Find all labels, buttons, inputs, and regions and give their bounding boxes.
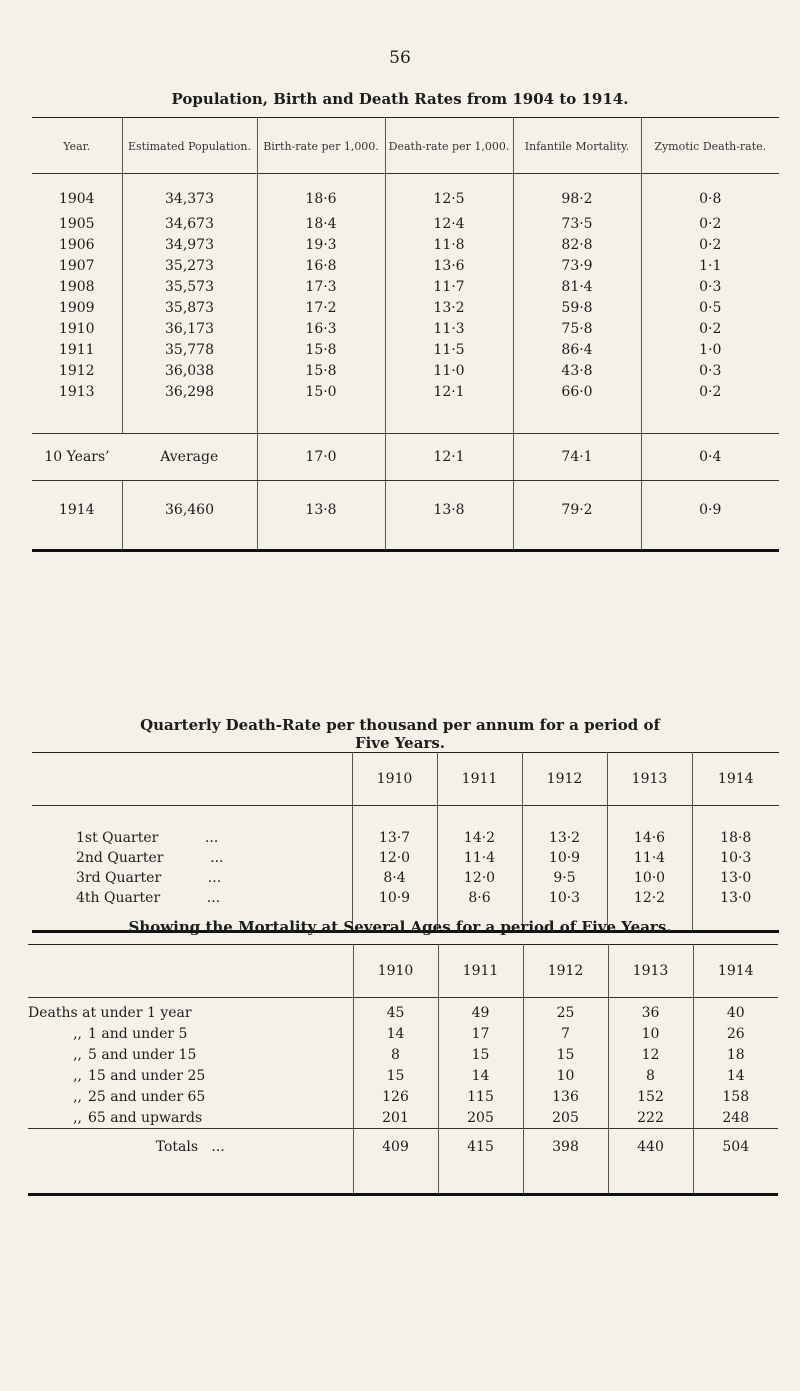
cell: 12·0 bbox=[352, 848, 437, 868]
cell: 13·2 bbox=[385, 297, 513, 318]
cell: 18·4 bbox=[257, 213, 385, 234]
mortality-ages-table bbox=[28, 944, 778, 1196]
cell: 440 bbox=[608, 1129, 693, 1195]
cell: 1905 bbox=[58, 215, 95, 232]
cell: 1913 bbox=[58, 383, 95, 400]
cell: 35,778 bbox=[122, 339, 257, 360]
cell: 11·4 bbox=[437, 848, 522, 868]
cell: 73·9 bbox=[513, 255, 641, 276]
year-header: 1910 bbox=[352, 753, 437, 806]
year-header: 1913 bbox=[607, 753, 692, 806]
cell: 36 bbox=[608, 998, 693, 1024]
cell: 8 bbox=[608, 1065, 693, 1086]
quarter-label: 2nd Quarter ... bbox=[76, 850, 224, 866]
cell: 12·5 bbox=[385, 174, 513, 214]
cell: 13·0 bbox=[692, 888, 779, 932]
average-birth: 17·0 bbox=[257, 434, 385, 481]
cell: 8·4 bbox=[352, 868, 437, 888]
cell: 10 bbox=[608, 1023, 693, 1044]
table2-caption-line2: Five Years. bbox=[354, 734, 446, 752]
cell: 16·3 bbox=[257, 318, 385, 339]
cell: 13·2 bbox=[522, 806, 607, 849]
cell: 1909 bbox=[58, 299, 95, 316]
cell: 11·7 bbox=[385, 276, 513, 297]
population-rates-table bbox=[32, 117, 779, 552]
cell: 10·0 bbox=[607, 868, 692, 888]
cell: 13·6 bbox=[385, 255, 513, 276]
year-header: 1913 bbox=[608, 945, 693, 998]
cell: 19·3 bbox=[257, 234, 385, 255]
cell: 205 bbox=[438, 1107, 523, 1129]
cell: 222 bbox=[608, 1107, 693, 1129]
age-label: ,, 5 and under 15 bbox=[73, 1046, 197, 1063]
table2-header-row bbox=[32, 753, 779, 806]
cell: 11·3 bbox=[385, 318, 513, 339]
cell: 11·0 bbox=[385, 360, 513, 381]
cell: 398 bbox=[523, 1129, 608, 1195]
cell: 12·4 bbox=[385, 213, 513, 234]
cell: 0·8 bbox=[641, 174, 779, 214]
year-header: 1911 bbox=[438, 945, 523, 998]
cell: 15·8 bbox=[257, 360, 385, 381]
cell: 15 bbox=[438, 1044, 523, 1065]
cell: 1904 bbox=[58, 190, 95, 207]
table2-caption bbox=[0, 716, 800, 752]
cell: 17·2 bbox=[257, 297, 385, 318]
cell: 18·6 bbox=[257, 174, 385, 214]
cell: 0·2 bbox=[641, 234, 779, 255]
cell: 14 bbox=[438, 1065, 523, 1086]
cell: 13·8 bbox=[257, 481, 385, 551]
cell: 10 bbox=[523, 1065, 608, 1086]
blank-header bbox=[28, 945, 353, 998]
cell: 1·1 bbox=[641, 255, 779, 276]
col-birth-rate-header: Birth-rate per 1,000. bbox=[257, 118, 385, 174]
cell: 86·4 bbox=[513, 339, 641, 360]
year-header: 1912 bbox=[523, 945, 608, 998]
cell: 10·3 bbox=[522, 888, 607, 932]
cell: 49 bbox=[438, 998, 523, 1024]
cell: 9·5 bbox=[522, 868, 607, 888]
cell: 34,673 bbox=[122, 213, 257, 234]
col-zymotic-header: Zymotic Death-rate. bbox=[641, 118, 779, 174]
year-header: 1911 bbox=[437, 753, 522, 806]
quarter-label: 4th Quarter ... bbox=[76, 890, 221, 906]
age-label: ,, 1 and under 5 bbox=[73, 1025, 188, 1042]
cell: 36,173 bbox=[122, 318, 257, 339]
cell: 36,298 bbox=[122, 381, 257, 402]
age-label: ,, 65 and upwards bbox=[73, 1109, 203, 1126]
average-label-b: Average bbox=[122, 434, 257, 481]
cell: 73·5 bbox=[513, 213, 641, 234]
cell: 12 bbox=[608, 1044, 693, 1065]
cell: 201 bbox=[353, 1107, 438, 1129]
cell: 43·8 bbox=[513, 360, 641, 381]
spacer-row bbox=[32, 402, 779, 434]
cell: 14 bbox=[693, 1065, 778, 1086]
cell: 0·9 bbox=[641, 481, 779, 551]
cell: 0·2 bbox=[641, 213, 779, 234]
cell: 504 bbox=[693, 1129, 778, 1195]
cell: 12·0 bbox=[437, 868, 522, 888]
average-infant: 74·1 bbox=[513, 434, 641, 481]
cell: 1914 bbox=[58, 502, 95, 518]
cell: 12·1 bbox=[385, 381, 513, 402]
table-row bbox=[28, 1023, 778, 1044]
cell: 12·2 bbox=[607, 888, 692, 932]
table3-header-row bbox=[28, 945, 778, 998]
cell: 1910 bbox=[58, 320, 95, 337]
table-row bbox=[32, 381, 779, 402]
average-zymotic: 0·4 bbox=[641, 434, 779, 481]
col-population-header: Estimated Population. bbox=[122, 118, 257, 174]
cell: 152 bbox=[608, 1086, 693, 1107]
cell: 8·6 bbox=[437, 888, 522, 932]
table-row bbox=[32, 234, 779, 255]
cell: 17 bbox=[438, 1023, 523, 1044]
cell: 36,460 bbox=[122, 481, 257, 551]
cell: 8 bbox=[353, 1044, 438, 1065]
cell: 14·2 bbox=[437, 806, 522, 849]
cell: 415 bbox=[438, 1129, 523, 1195]
table1-caption: Population, Birth and Death Rates from 1904 to 1914. bbox=[171, 90, 629, 108]
cell: 115 bbox=[438, 1086, 523, 1107]
cell: 34,373 bbox=[122, 174, 257, 214]
table-row bbox=[28, 1086, 778, 1107]
table-row bbox=[32, 360, 779, 381]
year-header: 1910 bbox=[353, 945, 438, 998]
cell: 1908 bbox=[58, 278, 95, 295]
cell: 14 bbox=[353, 1023, 438, 1044]
average-death: 12·1 bbox=[385, 434, 513, 481]
cell: 15·0 bbox=[257, 381, 385, 402]
table-row bbox=[32, 806, 779, 849]
quarter-label: 3rd Quarter ... bbox=[76, 870, 222, 886]
average-row bbox=[32, 434, 779, 481]
cell: 1·0 bbox=[641, 339, 779, 360]
table-row bbox=[32, 868, 779, 888]
cell: 59·8 bbox=[513, 297, 641, 318]
quarter-label: 1st Quarter ... bbox=[76, 830, 219, 846]
average-label-a: 10 Years’ bbox=[32, 434, 122, 481]
table2-caption-line1: Quarterly Death-Rate per thousand per annum for a period of bbox=[140, 716, 660, 734]
cell: 1907 bbox=[58, 257, 95, 274]
cell: 0·5 bbox=[641, 297, 779, 318]
cell: 14·6 bbox=[607, 806, 692, 849]
cell: 1906 bbox=[58, 236, 95, 253]
cell: 25 bbox=[523, 998, 608, 1024]
cell: 10·3 bbox=[692, 848, 779, 868]
cell: 15·8 bbox=[257, 339, 385, 360]
cell: 1911 bbox=[58, 341, 95, 358]
cell: 409 bbox=[353, 1129, 438, 1195]
cell: 98·2 bbox=[513, 174, 641, 214]
cell: 75·8 bbox=[513, 318, 641, 339]
table1-header-row bbox=[32, 118, 779, 174]
cell: 15 bbox=[523, 1044, 608, 1065]
col-infantile-header: Infantile Mortality. bbox=[513, 118, 641, 174]
year-1914-row bbox=[32, 481, 779, 551]
cell: 35,873 bbox=[122, 297, 257, 318]
cell: 248 bbox=[693, 1107, 778, 1129]
cell: 15 bbox=[353, 1065, 438, 1086]
age-label: Deaths at under 1 year bbox=[28, 1004, 192, 1021]
year-header: 1914 bbox=[693, 945, 778, 998]
table3-caption: Showing the Mortality at Several Ages for a period of Five Years. bbox=[128, 918, 672, 936]
age-label: ,, 25 and under 65 bbox=[73, 1088, 206, 1105]
cell: 16·8 bbox=[257, 255, 385, 276]
cell: 11·5 bbox=[385, 339, 513, 360]
cell: 13·8 bbox=[385, 481, 513, 551]
cell: 0·3 bbox=[641, 360, 779, 381]
cell: 18·8 bbox=[692, 806, 779, 849]
table-row bbox=[32, 318, 779, 339]
table-row bbox=[32, 213, 779, 234]
cell: 158 bbox=[693, 1086, 778, 1107]
cell: 1912 bbox=[58, 362, 95, 379]
cell: 126 bbox=[353, 1086, 438, 1107]
cell: 0·3 bbox=[641, 276, 779, 297]
col-year-header: Year. bbox=[32, 118, 122, 174]
cell: 205 bbox=[523, 1107, 608, 1129]
cell: 136 bbox=[523, 1086, 608, 1107]
totals-label: Totals ... bbox=[28, 1129, 353, 1195]
cell: 40 bbox=[693, 998, 778, 1024]
table-row bbox=[32, 255, 779, 276]
totals-row bbox=[28, 1129, 778, 1195]
cell: 11·4 bbox=[607, 848, 692, 868]
page-number: 56 bbox=[389, 48, 411, 68]
cell: 81·4 bbox=[513, 276, 641, 297]
col-death-rate-header: Death-rate per 1,000. bbox=[385, 118, 513, 174]
table-row bbox=[32, 339, 779, 360]
blank-header bbox=[32, 753, 352, 806]
cell: 45 bbox=[353, 998, 438, 1024]
cell: 26 bbox=[693, 1023, 778, 1044]
table-row bbox=[32, 276, 779, 297]
cell: 35,273 bbox=[122, 255, 257, 276]
cell: 18 bbox=[693, 1044, 778, 1065]
year-header: 1914 bbox=[692, 753, 779, 806]
cell: 13·7 bbox=[352, 806, 437, 849]
cell: 35,573 bbox=[122, 276, 257, 297]
age-label: ,, 15 and under 25 bbox=[73, 1067, 206, 1084]
quarterly-death-rate-table bbox=[32, 752, 779, 933]
cell: 82·8 bbox=[513, 234, 641, 255]
cell: 0·2 bbox=[641, 318, 779, 339]
cell: 10·9 bbox=[522, 848, 607, 868]
cell: 17·3 bbox=[257, 276, 385, 297]
table-row bbox=[32, 174, 779, 214]
cell: 13·0 bbox=[692, 868, 779, 888]
table-row bbox=[28, 1044, 778, 1065]
cell: 7 bbox=[523, 1023, 608, 1044]
cell: 0·2 bbox=[641, 381, 779, 402]
table-row bbox=[28, 1107, 778, 1129]
year-header: 1912 bbox=[522, 753, 607, 806]
table-row bbox=[32, 848, 779, 868]
cell: 66·0 bbox=[513, 381, 641, 402]
table-row bbox=[28, 1065, 778, 1086]
table-row bbox=[32, 297, 779, 318]
cell: 10·9 bbox=[352, 888, 437, 932]
cell: 34,973 bbox=[122, 234, 257, 255]
cell: 11·8 bbox=[385, 234, 513, 255]
table-row bbox=[28, 998, 778, 1024]
cell: 79·2 bbox=[513, 481, 641, 551]
cell: 36,038 bbox=[122, 360, 257, 381]
